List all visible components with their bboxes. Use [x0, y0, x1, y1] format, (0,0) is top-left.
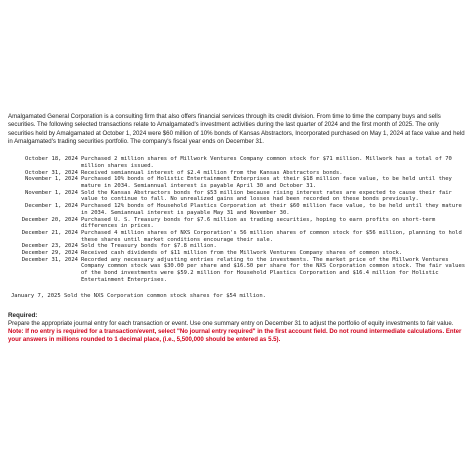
transaction-date: November 1, 2024	[25, 189, 78, 196]
transaction-date: December 29, 2024	[21, 250, 78, 257]
transaction-date: October 18, 2024	[25, 156, 78, 163]
required-instructions: Prepare the appropriate journal entry for each transaction or event. Use one summary entry on December 31 to adjust the portfolio of equity investments to fair value.	[8, 320, 454, 328]
transaction-date: December 23, 2024	[21, 243, 78, 250]
transaction-date: November 1, 2024	[25, 176, 78, 183]
transaction-description: Purchased 10% bonds of Holistic Entertainment Enterprises at their $18 million face value, to be held until they mature in 2034. Semiannual interest is payable April 30 and October 31.	[81, 176, 452, 189]
transaction-row	[8, 230, 466, 243]
transaction-description: Purchased U. S. Treasury bonds for $7.6 million as trading securities, hoping to earn profits on short-term differences in prices.	[81, 216, 436, 230]
transaction-description: Sold the Kansas Abstractors bonds for $53 million because rising interest rates are expected to cause their fair value to continue to fall. No unrealized gains and losses had been recorded on these bonds previously.	[81, 189, 452, 203]
transaction-date: December 31, 2024	[21, 256, 78, 263]
transaction-date: December 21, 2024	[21, 229, 78, 236]
subsequent-transaction: January 7, 2025 Sold the NXS Corporation common stock shares for $54 million.	[11, 292, 266, 299]
transaction-row	[8, 190, 466, 203]
transaction-description: Recorded any necessary adjusting entries relating to the investments. The market price of the Millwork Ventures Company common stock was $30.00 per share and $16.50 per share for the NXS Corporation common stock. The fair values of the bond investments were $59.2 million for Household Plastics Corporation and $16.4 million for Holistic Entertainment Enterprises.	[81, 256, 466, 283]
transaction-row	[8, 203, 466, 216]
transaction-row	[8, 170, 466, 177]
required-heading: Required:	[8, 312, 38, 320]
transaction-row	[8, 176, 466, 189]
transaction-row	[8, 156, 466, 169]
transaction-row	[8, 217, 466, 230]
transactions-body	[8, 156, 466, 283]
problem-content	[8, 113, 466, 345]
intro-paragraph: Amalgamated General Corporation is a consulting firm that also offers financial services through its credit division. From time to time the company buys and sells securities. The following selected transactions relate to Amalgamated's investment activities during the last quarter of 2024 and the first month of 2025. The only securities held by Amalgamated at October 1, 2024 were $60 million of 10% bonds of Kansas Abstractors, Incorporated purchased on May 1, 2024 at face value and held in Amalgamated's trading securities portfolio. The company's fiscal year ends on December 31.	[8, 113, 465, 145]
transaction-row	[8, 257, 466, 284]
transaction-description: Received cash dividends of $11 million from the Millwork Ventures Company shares of common stock.	[81, 250, 403, 257]
answer-note: Note: If no entry is required for a transaction/event, select "No journal entry required" in the first account field. Do not round intermediate calculations. Enter your answers in millions rounded to 1 decimal place, (i.e., 5,500,000 should be entered as 5.5).	[8, 328, 462, 344]
transaction-description: Purchased 2 million shares of Millwork Ventures Company common stock for $71 million. Millwork has a total of 70 million shares issued.	[81, 156, 452, 169]
transaction-row	[8, 250, 466, 257]
transaction-description: Sold the Treasury bonds for $7.8 million.	[81, 243, 217, 250]
transactions-table	[8, 156, 466, 283]
transaction-date: December 20, 2024	[21, 216, 78, 223]
transaction-description: Purchased 4 million shares of NXS Corporation's 56 million shares of common stock for $56 million, planning to hold these shares until market conditions encourage their sale.	[81, 229, 462, 243]
transaction-date: December 1, 2024	[25, 203, 78, 210]
transaction-description: Received semiannual interest of $2.4 million from the Kansas Abstractors bonds.	[81, 169, 343, 176]
transaction-description: Purchased 12% bonds of Household Plastics Corporation at their $60 million face value, to be held until they mature in 2034. Semiannual interest is payable May 31 and November 30.	[81, 203, 462, 216]
transaction-row	[8, 243, 466, 250]
transaction-date: October 31, 2024	[25, 169, 78, 176]
